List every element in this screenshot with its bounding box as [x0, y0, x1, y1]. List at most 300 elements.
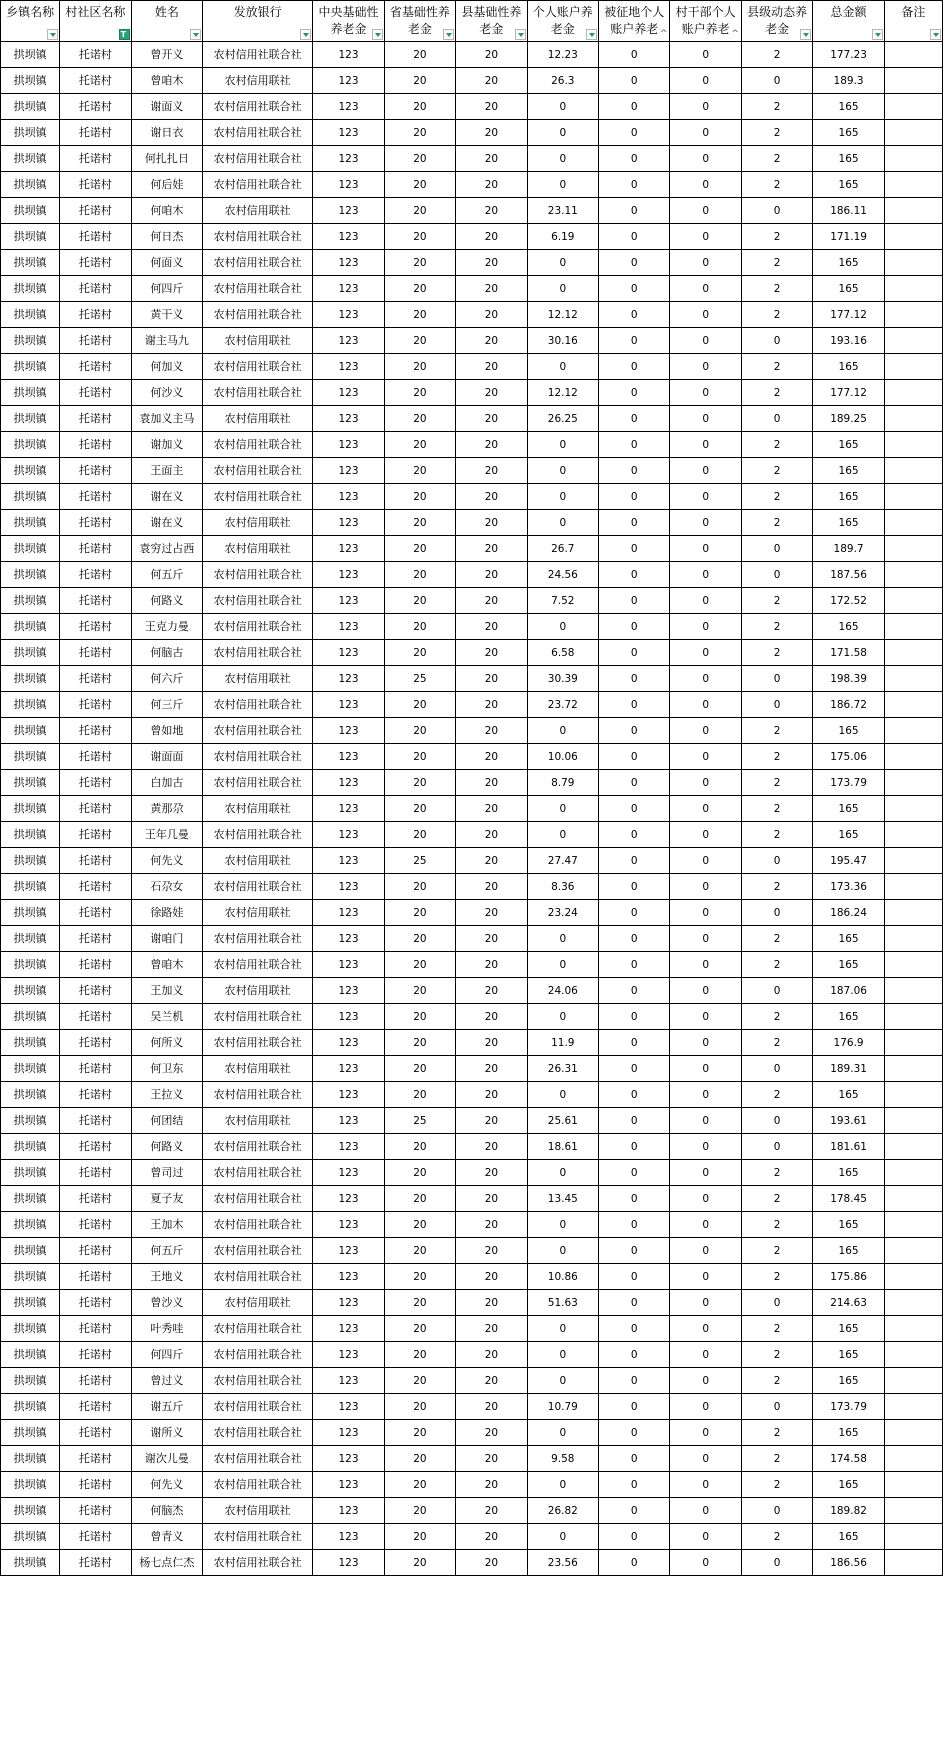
cell-county[interactable]: 20: [456, 1498, 527, 1524]
cell-dynamic[interactable]: 2: [741, 432, 812, 458]
cell-town[interactable]: 拱坝镇: [1, 224, 60, 250]
cell-cadre[interactable]: 0: [670, 42, 741, 68]
cell-county[interactable]: 20: [456, 952, 527, 978]
cell-bank[interactable]: 农村信用社联合社: [203, 1472, 313, 1498]
filter-dropdown-icon[interactable]: [930, 29, 941, 40]
cell-total[interactable]: 189.31: [813, 1056, 884, 1082]
cell-total[interactable]: 165: [813, 276, 884, 302]
cell-total[interactable]: 165: [813, 146, 884, 172]
cell-total[interactable]: 165: [813, 718, 884, 744]
cell-town[interactable]: 拱坝镇: [1, 1082, 60, 1108]
cell-central[interactable]: 123: [313, 536, 384, 562]
cell-name[interactable]: 吴兰机: [131, 1004, 202, 1030]
cell-county[interactable]: 20: [456, 900, 527, 926]
cell-county[interactable]: 20: [456, 614, 527, 640]
cell-cadre[interactable]: 0: [670, 1004, 741, 1030]
cell-remark[interactable]: [884, 406, 942, 432]
cell-county[interactable]: 20: [456, 1030, 527, 1056]
cell-village[interactable]: 托诺村: [60, 1472, 131, 1498]
cell-central[interactable]: 123: [313, 406, 384, 432]
cell-town[interactable]: 拱坝镇: [1, 302, 60, 328]
cell-personal[interactable]: 24.56: [527, 562, 598, 588]
cell-provincial[interactable]: 20: [384, 1212, 455, 1238]
cell-land[interactable]: 0: [599, 770, 670, 796]
cell-town[interactable]: 拱坝镇: [1, 1212, 60, 1238]
cell-name[interactable]: 谢所义: [131, 1420, 202, 1446]
cell-town[interactable]: 拱坝镇: [1, 354, 60, 380]
cell-personal[interactable]: 0: [527, 120, 598, 146]
cell-remark[interactable]: [884, 458, 942, 484]
cell-county[interactable]: 20: [456, 1446, 527, 1472]
cell-dynamic[interactable]: 2: [741, 1030, 812, 1056]
cell-provincial[interactable]: 20: [384, 614, 455, 640]
cell-land[interactable]: 0: [599, 796, 670, 822]
cell-central[interactable]: 123: [313, 692, 384, 718]
cell-village[interactable]: 托诺村: [60, 94, 131, 120]
cell-total[interactable]: 175.86: [813, 1264, 884, 1290]
cell-village[interactable]: 托诺村: [60, 1524, 131, 1550]
cell-town[interactable]: 拱坝镇: [1, 172, 60, 198]
cell-central[interactable]: 123: [313, 1186, 384, 1212]
cell-total[interactable]: 165: [813, 484, 884, 510]
cell-land[interactable]: 0: [599, 1212, 670, 1238]
cell-total[interactable]: 165: [813, 822, 884, 848]
cell-provincial[interactable]: 20: [384, 1238, 455, 1264]
cell-cadre[interactable]: 0: [670, 1472, 741, 1498]
cell-remark[interactable]: [884, 328, 942, 354]
cell-central[interactable]: 123: [313, 328, 384, 354]
cell-county[interactable]: 20: [456, 1394, 527, 1420]
cell-bank[interactable]: 农村信用社联合社: [203, 874, 313, 900]
cell-personal[interactable]: 0: [527, 1472, 598, 1498]
cell-dynamic[interactable]: 0: [741, 900, 812, 926]
cell-dynamic[interactable]: 2: [741, 744, 812, 770]
cell-provincial[interactable]: 20: [384, 1056, 455, 1082]
cell-land[interactable]: 0: [599, 562, 670, 588]
cell-provincial[interactable]: 25: [384, 1108, 455, 1134]
cell-town[interactable]: 拱坝镇: [1, 718, 60, 744]
cell-central[interactable]: 123: [313, 1290, 384, 1316]
cell-personal[interactable]: 30.16: [527, 328, 598, 354]
cell-total[interactable]: 165: [813, 1316, 884, 1342]
cell-personal[interactable]: 7.52: [527, 588, 598, 614]
cell-county[interactable]: 20: [456, 380, 527, 406]
cell-cadre[interactable]: 0: [670, 510, 741, 536]
cell-land[interactable]: 0: [599, 484, 670, 510]
cell-remark[interactable]: [884, 1030, 942, 1056]
cell-cadre[interactable]: 0: [670, 796, 741, 822]
cell-cadre[interactable]: 0: [670, 1160, 741, 1186]
cell-personal[interactable]: 8.79: [527, 770, 598, 796]
cell-cadre[interactable]: 0: [670, 1030, 741, 1056]
cell-central[interactable]: 123: [313, 224, 384, 250]
cell-central[interactable]: 123: [313, 874, 384, 900]
cell-cadre[interactable]: 0: [670, 1394, 741, 1420]
cell-dynamic[interactable]: 0: [741, 328, 812, 354]
cell-town[interactable]: 拱坝镇: [1, 198, 60, 224]
cell-remark[interactable]: [884, 250, 942, 276]
cell-remark[interactable]: [884, 68, 942, 94]
cell-county[interactable]: 20: [456, 536, 527, 562]
cell-cadre[interactable]: 0: [670, 1550, 741, 1576]
cell-name[interactable]: 曾沙义: [131, 1290, 202, 1316]
cell-town[interactable]: 拱坝镇: [1, 770, 60, 796]
cell-bank[interactable]: 农村信用联社: [203, 198, 313, 224]
cell-cadre[interactable]: 0: [670, 1134, 741, 1160]
cell-remark[interactable]: [884, 900, 942, 926]
cell-total[interactable]: 165: [813, 354, 884, 380]
cell-name[interactable]: 何卫东: [131, 1056, 202, 1082]
cell-bank[interactable]: 农村信用社联合社: [203, 1238, 313, 1264]
cell-bank[interactable]: 农村信用社联合社: [203, 380, 313, 406]
cell-land[interactable]: 0: [599, 1160, 670, 1186]
cell-provincial[interactable]: 20: [384, 640, 455, 666]
cell-dynamic[interactable]: 0: [741, 406, 812, 432]
cell-name[interactable]: 白加古: [131, 770, 202, 796]
cell-land[interactable]: 0: [599, 666, 670, 692]
cell-dynamic[interactable]: 2: [741, 224, 812, 250]
cell-dynamic[interactable]: 2: [741, 770, 812, 796]
cell-village[interactable]: 托诺村: [60, 1004, 131, 1030]
cell-total[interactable]: 181.61: [813, 1134, 884, 1160]
cell-name[interactable]: 何先义: [131, 1472, 202, 1498]
cell-central[interactable]: 123: [313, 484, 384, 510]
cell-remark[interactable]: [884, 198, 942, 224]
cell-name[interactable]: 王加义: [131, 978, 202, 1004]
cell-village[interactable]: 托诺村: [60, 666, 131, 692]
cell-provincial[interactable]: 20: [384, 588, 455, 614]
cell-provincial[interactable]: 20: [384, 354, 455, 380]
cell-bank[interactable]: 农村信用社联合社: [203, 432, 313, 458]
cell-dynamic[interactable]: 0: [741, 198, 812, 224]
cell-central[interactable]: 123: [313, 1082, 384, 1108]
cell-name[interactable]: 曾咱木: [131, 68, 202, 94]
cell-cadre[interactable]: 0: [670, 1420, 741, 1446]
cell-remark[interactable]: [884, 770, 942, 796]
cell-personal[interactable]: 0: [527, 1082, 598, 1108]
cell-total[interactable]: 187.06: [813, 978, 884, 1004]
cell-dynamic[interactable]: 0: [741, 978, 812, 1004]
cell-total[interactable]: 165: [813, 120, 884, 146]
cell-cadre[interactable]: 0: [670, 302, 741, 328]
cell-dynamic[interactable]: 2: [741, 354, 812, 380]
cell-name[interactable]: 何咱木: [131, 198, 202, 224]
cell-remark[interactable]: [884, 1368, 942, 1394]
cell-bank[interactable]: 农村信用联社: [203, 536, 313, 562]
cell-total[interactable]: 175.06: [813, 744, 884, 770]
cell-remark[interactable]: [884, 1160, 942, 1186]
cell-remark[interactable]: [884, 276, 942, 302]
cell-dynamic[interactable]: 2: [741, 1472, 812, 1498]
cell-dynamic[interactable]: 2: [741, 94, 812, 120]
cell-name[interactable]: 何路义: [131, 1134, 202, 1160]
cell-name[interactable]: 黄干义: [131, 302, 202, 328]
cell-personal[interactable]: 0: [527, 1342, 598, 1368]
cell-village[interactable]: 托诺村: [60, 796, 131, 822]
cell-personal[interactable]: 26.25: [527, 406, 598, 432]
cell-town[interactable]: 拱坝镇: [1, 978, 60, 1004]
cell-total[interactable]: 189.25: [813, 406, 884, 432]
cell-personal[interactable]: 0: [527, 510, 598, 536]
cell-central[interactable]: 123: [313, 120, 384, 146]
cell-bank[interactable]: 农村信用社联合社: [203, 484, 313, 510]
cell-total[interactable]: 165: [813, 172, 884, 198]
cell-cadre[interactable]: 0: [670, 1524, 741, 1550]
cell-central[interactable]: 123: [313, 380, 384, 406]
cell-county[interactable]: 20: [456, 250, 527, 276]
cell-dynamic[interactable]: 2: [741, 172, 812, 198]
cell-land[interactable]: 0: [599, 744, 670, 770]
cell-name[interactable]: 何扎扎日: [131, 146, 202, 172]
cell-provincial[interactable]: 20: [384, 1134, 455, 1160]
cell-dynamic[interactable]: 2: [741, 302, 812, 328]
cell-village[interactable]: 托诺村: [60, 1420, 131, 1446]
cell-land[interactable]: 0: [599, 1550, 670, 1576]
cell-name[interactable]: 曾过义: [131, 1368, 202, 1394]
cell-provincial[interactable]: 20: [384, 328, 455, 354]
cell-central[interactable]: 123: [313, 666, 384, 692]
filter-dropdown-icon[interactable]: [800, 29, 811, 40]
cell-remark[interactable]: [884, 744, 942, 770]
cell-village[interactable]: 托诺村: [60, 1290, 131, 1316]
cell-village[interactable]: 托诺村: [60, 1212, 131, 1238]
cell-personal[interactable]: 0: [527, 484, 598, 510]
cell-county[interactable]: 20: [456, 302, 527, 328]
cell-town[interactable]: 拱坝镇: [1, 562, 60, 588]
cell-cadre[interactable]: 0: [670, 770, 741, 796]
cell-total[interactable]: 165: [813, 926, 884, 952]
cell-bank[interactable]: 农村信用社联合社: [203, 302, 313, 328]
cell-land[interactable]: 0: [599, 536, 670, 562]
cell-cadre[interactable]: 0: [670, 1316, 741, 1342]
cell-cadre[interactable]: 0: [670, 848, 741, 874]
cell-land[interactable]: 0: [599, 926, 670, 952]
cell-dynamic[interactable]: 2: [741, 146, 812, 172]
cell-bank[interactable]: 农村信用社联合社: [203, 1160, 313, 1186]
cell-land[interactable]: 0: [599, 198, 670, 224]
cell-land[interactable]: 0: [599, 1290, 670, 1316]
cell-name[interactable]: 王加木: [131, 1212, 202, 1238]
cell-name[interactable]: 谢面面: [131, 744, 202, 770]
cell-county[interactable]: 20: [456, 692, 527, 718]
cell-personal[interactable]: 51.63: [527, 1290, 598, 1316]
cell-county[interactable]: 20: [456, 1238, 527, 1264]
cell-county[interactable]: 20: [456, 94, 527, 120]
cell-central[interactable]: 123: [313, 1446, 384, 1472]
cell-dynamic[interactable]: 2: [741, 380, 812, 406]
cell-name[interactable]: 何团结: [131, 1108, 202, 1134]
cell-remark[interactable]: [884, 172, 942, 198]
cell-town[interactable]: 拱坝镇: [1, 666, 60, 692]
cell-bank[interactable]: 农村信用社联合社: [203, 354, 313, 380]
cell-land[interactable]: 0: [599, 1030, 670, 1056]
cell-town[interactable]: 拱坝镇: [1, 952, 60, 978]
cell-central[interactable]: 123: [313, 172, 384, 198]
cell-bank[interactable]: 农村信用社联合社: [203, 276, 313, 302]
cell-county[interactable]: 20: [456, 120, 527, 146]
cell-bank[interactable]: 农村信用社联合社: [203, 1316, 313, 1342]
cell-total[interactable]: 178.45: [813, 1186, 884, 1212]
cell-central[interactable]: 123: [313, 1134, 384, 1160]
cell-total[interactable]: 165: [813, 1160, 884, 1186]
cell-personal[interactable]: 6.58: [527, 640, 598, 666]
cell-personal[interactable]: 0: [527, 952, 598, 978]
cell-village[interactable]: 托诺村: [60, 406, 131, 432]
cell-personal[interactable]: 23.11: [527, 198, 598, 224]
cell-name[interactable]: 谢五斤: [131, 1394, 202, 1420]
cell-dynamic[interactable]: 0: [741, 1550, 812, 1576]
cell-county[interactable]: 20: [456, 1342, 527, 1368]
cell-provincial[interactable]: 20: [384, 510, 455, 536]
cell-personal[interactable]: 0: [527, 354, 598, 380]
cell-provincial[interactable]: 20: [384, 94, 455, 120]
cell-total[interactable]: 198.39: [813, 666, 884, 692]
cell-town[interactable]: 拱坝镇: [1, 42, 60, 68]
cell-personal[interactable]: 12.23: [527, 42, 598, 68]
cell-total[interactable]: 177.12: [813, 380, 884, 406]
cell-dynamic[interactable]: 2: [741, 796, 812, 822]
cell-personal[interactable]: 0: [527, 1212, 598, 1238]
cell-personal[interactable]: 0: [527, 1004, 598, 1030]
cell-personal[interactable]: 0: [527, 1316, 598, 1342]
cell-county[interactable]: 20: [456, 198, 527, 224]
cell-provincial[interactable]: 20: [384, 874, 455, 900]
cell-remark[interactable]: [884, 874, 942, 900]
cell-village[interactable]: 托诺村: [60, 1342, 131, 1368]
cell-central[interactable]: 123: [313, 458, 384, 484]
cell-land[interactable]: 0: [599, 588, 670, 614]
cell-central[interactable]: 123: [313, 926, 384, 952]
cell-village[interactable]: 托诺村: [60, 328, 131, 354]
cell-town[interactable]: 拱坝镇: [1, 614, 60, 640]
cell-personal[interactable]: 10.06: [527, 744, 598, 770]
cell-cadre[interactable]: 0: [670, 94, 741, 120]
cell-county[interactable]: 20: [456, 42, 527, 68]
cell-town[interactable]: 拱坝镇: [1, 1134, 60, 1160]
cell-remark[interactable]: [884, 718, 942, 744]
cell-remark[interactable]: [884, 1212, 942, 1238]
cell-name[interactable]: 杨七点仁杰: [131, 1550, 202, 1576]
cell-remark[interactable]: [884, 1498, 942, 1524]
cell-remark[interactable]: [884, 848, 942, 874]
cell-remark[interactable]: [884, 666, 942, 692]
cell-town[interactable]: 拱坝镇: [1, 1342, 60, 1368]
cell-town[interactable]: 拱坝镇: [1, 510, 60, 536]
cell-name[interactable]: 何三斤: [131, 692, 202, 718]
cell-cadre[interactable]: 0: [670, 198, 741, 224]
cell-remark[interactable]: [884, 692, 942, 718]
column-header-cadre[interactable]: [670, 1, 741, 42]
cell-village[interactable]: 托诺村: [60, 978, 131, 1004]
cell-cadre[interactable]: 0: [670, 874, 741, 900]
cell-land[interactable]: 0: [599, 718, 670, 744]
cell-cadre[interactable]: 0: [670, 172, 741, 198]
cell-bank[interactable]: 农村信用社联合社: [203, 1342, 313, 1368]
cell-central[interactable]: 123: [313, 796, 384, 822]
cell-central[interactable]: 123: [313, 94, 384, 120]
cell-county[interactable]: 20: [456, 640, 527, 666]
cell-provincial[interactable]: 20: [384, 1264, 455, 1290]
cell-personal[interactable]: 11.9: [527, 1030, 598, 1056]
cell-bank[interactable]: 农村信用社联合社: [203, 588, 313, 614]
cell-remark[interactable]: [884, 1134, 942, 1160]
cell-remark[interactable]: [884, 1316, 942, 1342]
cell-cadre[interactable]: 0: [670, 432, 741, 458]
cell-provincial[interactable]: 20: [384, 1342, 455, 1368]
cell-dynamic[interactable]: 2: [741, 1082, 812, 1108]
cell-village[interactable]: 托诺村: [60, 822, 131, 848]
cell-bank[interactable]: 农村信用社联合社: [203, 952, 313, 978]
cell-provincial[interactable]: 20: [384, 536, 455, 562]
cell-cadre[interactable]: 0: [670, 1290, 741, 1316]
cell-name[interactable]: 谢加义: [131, 432, 202, 458]
cell-provincial[interactable]: 20: [384, 432, 455, 458]
cell-county[interactable]: 20: [456, 1316, 527, 1342]
cell-village[interactable]: 托诺村: [60, 900, 131, 926]
cell-bank[interactable]: 农村信用联社: [203, 796, 313, 822]
filter-dropdown-icon[interactable]: [47, 29, 58, 40]
cell-provincial[interactable]: 20: [384, 42, 455, 68]
cell-remark[interactable]: [884, 1108, 942, 1134]
cell-central[interactable]: 123: [313, 1342, 384, 1368]
cell-remark[interactable]: [884, 120, 942, 146]
cell-land[interactable]: 0: [599, 328, 670, 354]
cell-land[interactable]: 0: [599, 1004, 670, 1030]
cell-town[interactable]: 拱坝镇: [1, 484, 60, 510]
cell-personal[interactable]: 0: [527, 926, 598, 952]
cell-land[interactable]: 0: [599, 1264, 670, 1290]
cell-town[interactable]: 拱坝镇: [1, 848, 60, 874]
cell-remark[interactable]: [884, 822, 942, 848]
cell-dynamic[interactable]: 2: [741, 1420, 812, 1446]
cell-county[interactable]: 20: [456, 718, 527, 744]
column-header-town[interactable]: [1, 1, 60, 42]
cell-land[interactable]: 0: [599, 1316, 670, 1342]
column-header-land[interactable]: [599, 1, 670, 42]
cell-provincial[interactable]: 20: [384, 770, 455, 796]
cell-remark[interactable]: [884, 1004, 942, 1030]
cell-village[interactable]: 托诺村: [60, 744, 131, 770]
cell-central[interactable]: 123: [313, 1420, 384, 1446]
cell-central[interactable]: 123: [313, 42, 384, 68]
cell-land[interactable]: 0: [599, 1394, 670, 1420]
cell-central[interactable]: 123: [313, 744, 384, 770]
cell-county[interactable]: 20: [456, 276, 527, 302]
cell-dynamic[interactable]: 2: [741, 1342, 812, 1368]
cell-dynamic[interactable]: 2: [741, 640, 812, 666]
cell-dynamic[interactable]: 0: [741, 536, 812, 562]
cell-town[interactable]: 拱坝镇: [1, 432, 60, 458]
cell-name[interactable]: 曾开义: [131, 42, 202, 68]
cell-village[interactable]: 托诺村: [60, 588, 131, 614]
cell-county[interactable]: 20: [456, 822, 527, 848]
cell-personal[interactable]: 10.86: [527, 1264, 598, 1290]
cell-total[interactable]: 165: [813, 796, 884, 822]
cell-town[interactable]: 拱坝镇: [1, 1264, 60, 1290]
cell-cadre[interactable]: 0: [670, 1446, 741, 1472]
cell-central[interactable]: 123: [313, 1550, 384, 1576]
cell-county[interactable]: 20: [456, 1368, 527, 1394]
cell-remark[interactable]: [884, 432, 942, 458]
cell-cadre[interactable]: 0: [670, 900, 741, 926]
cell-provincial[interactable]: 20: [384, 562, 455, 588]
cell-personal[interactable]: 26.82: [527, 1498, 598, 1524]
cell-county[interactable]: 20: [456, 406, 527, 432]
cell-central[interactable]: 123: [313, 614, 384, 640]
cell-dynamic[interactable]: 2: [741, 484, 812, 510]
cell-provincial[interactable]: 20: [384, 1394, 455, 1420]
cell-county[interactable]: 20: [456, 1082, 527, 1108]
